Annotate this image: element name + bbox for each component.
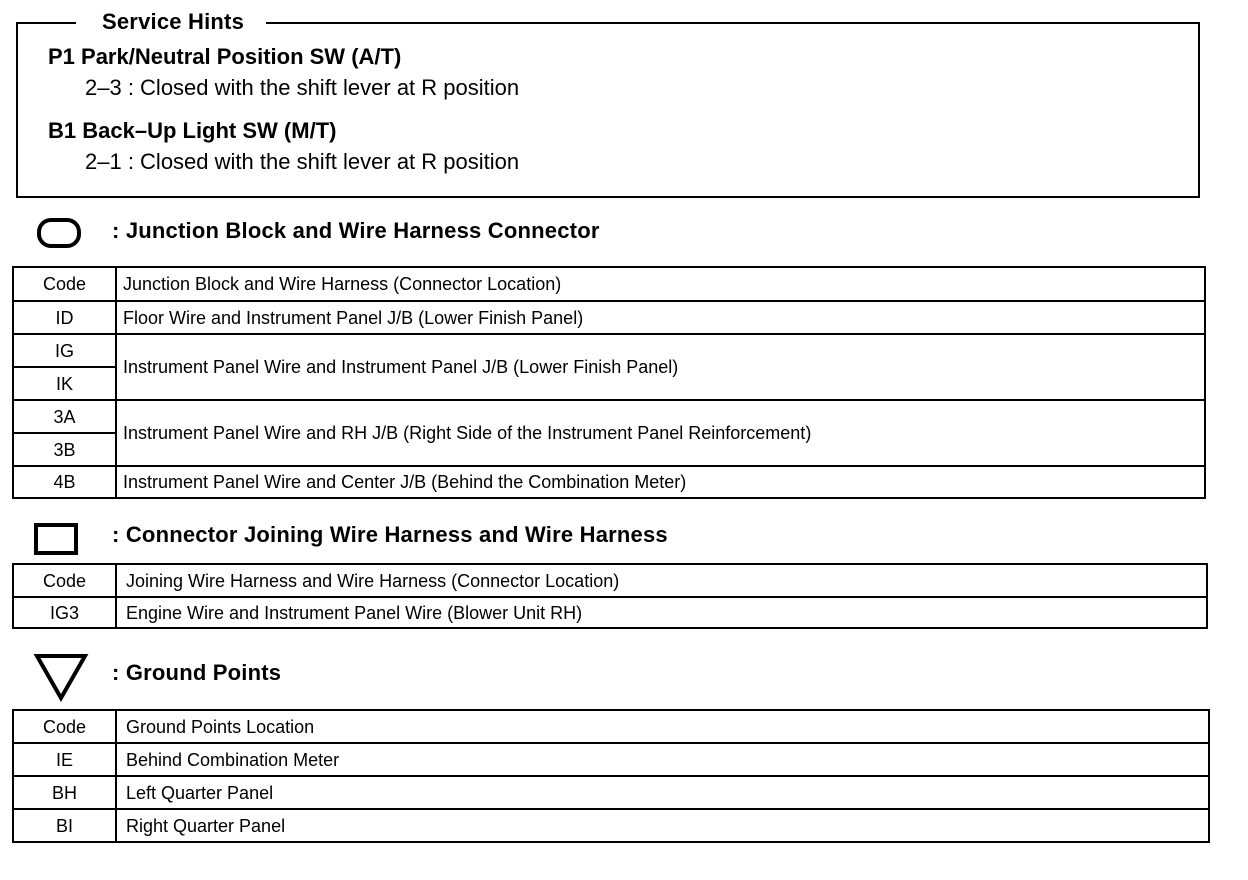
table-row [13,466,1205,498]
table-row [13,743,1209,776]
desc-cell: Floor Wire and Instrument Panel J/B (Lower Finish Panel) [116,301,1205,334]
junction-heading: : Junction Block and Wire Harness Connector [112,218,600,243]
desc-cell: Instrument Panel Wire and Instrument Panel J/B (Lower Finish Panel) [116,334,1205,400]
table-header-row [13,710,1209,743]
joining-heading: : Connector Joining Wire Harness and Wire Harness [112,522,668,547]
desc-cell: Behind Combination Meter [116,743,1209,776]
ground-heading: : Ground Points [112,660,282,685]
hint-b1-heading: B1 Back–Up Light SW (M/T) [48,118,337,143]
desc-cell: Engine Wire and Instrument Panel Wire (Blower Unit RH) [116,597,1207,628]
table-row [13,334,1205,367]
code-cell: 3B [13,433,116,466]
junction-table [12,266,1206,499]
desc-cell: Right Quarter Panel [116,809,1209,842]
ground-table [12,709,1210,843]
header-code: Code [13,710,116,743]
code-cell: ID [13,301,116,334]
hint-p1-heading: P1 Park/Neutral Position SW (A/T) [48,44,402,69]
header-desc: Junction Block and Wire Harness (Connector Location) [116,267,1205,301]
code-cell: BI [13,809,116,842]
rounded-rectangle-icon [37,218,81,248]
code-cell: IG3 [13,597,116,628]
desc-cell: Instrument Panel Wire and Center J/B (Behind the Combination Meter) [116,466,1205,498]
code-cell: IG [13,334,116,367]
rectangle-icon [34,523,78,555]
code-cell: IK [13,367,116,400]
table-row [13,776,1209,809]
header-desc: Joining Wire Harness and Wire Harness (Connector Location) [116,564,1207,597]
table-header-row [13,564,1207,597]
table-row [13,809,1209,842]
desc-cell: Left Quarter Panel [116,776,1209,809]
service-hints-title: Service Hints [76,8,266,36]
table-row [13,597,1207,628]
joining-table [12,563,1208,629]
header-code: Code [13,267,116,301]
table-header-row [13,267,1205,301]
hint-p1-detail: 2–3 : Closed with the shift lever at R position [85,75,520,100]
triangle-down-icon [33,652,89,702]
header-desc: Ground Points Location [116,710,1209,743]
desc-cell: Instrument Panel Wire and RH J/B (Right Side of the Instrument Panel Reinforcement) [116,400,1205,466]
code-cell: BH [13,776,116,809]
hint-b1-detail: 2–1 : Closed with the shift lever at R position [85,149,520,174]
code-cell: IE [13,743,116,776]
code-cell: 3A [13,400,116,433]
header-code: Code [13,564,116,597]
table-row [13,301,1205,334]
code-cell: 4B [13,466,116,498]
table-row [13,400,1205,433]
